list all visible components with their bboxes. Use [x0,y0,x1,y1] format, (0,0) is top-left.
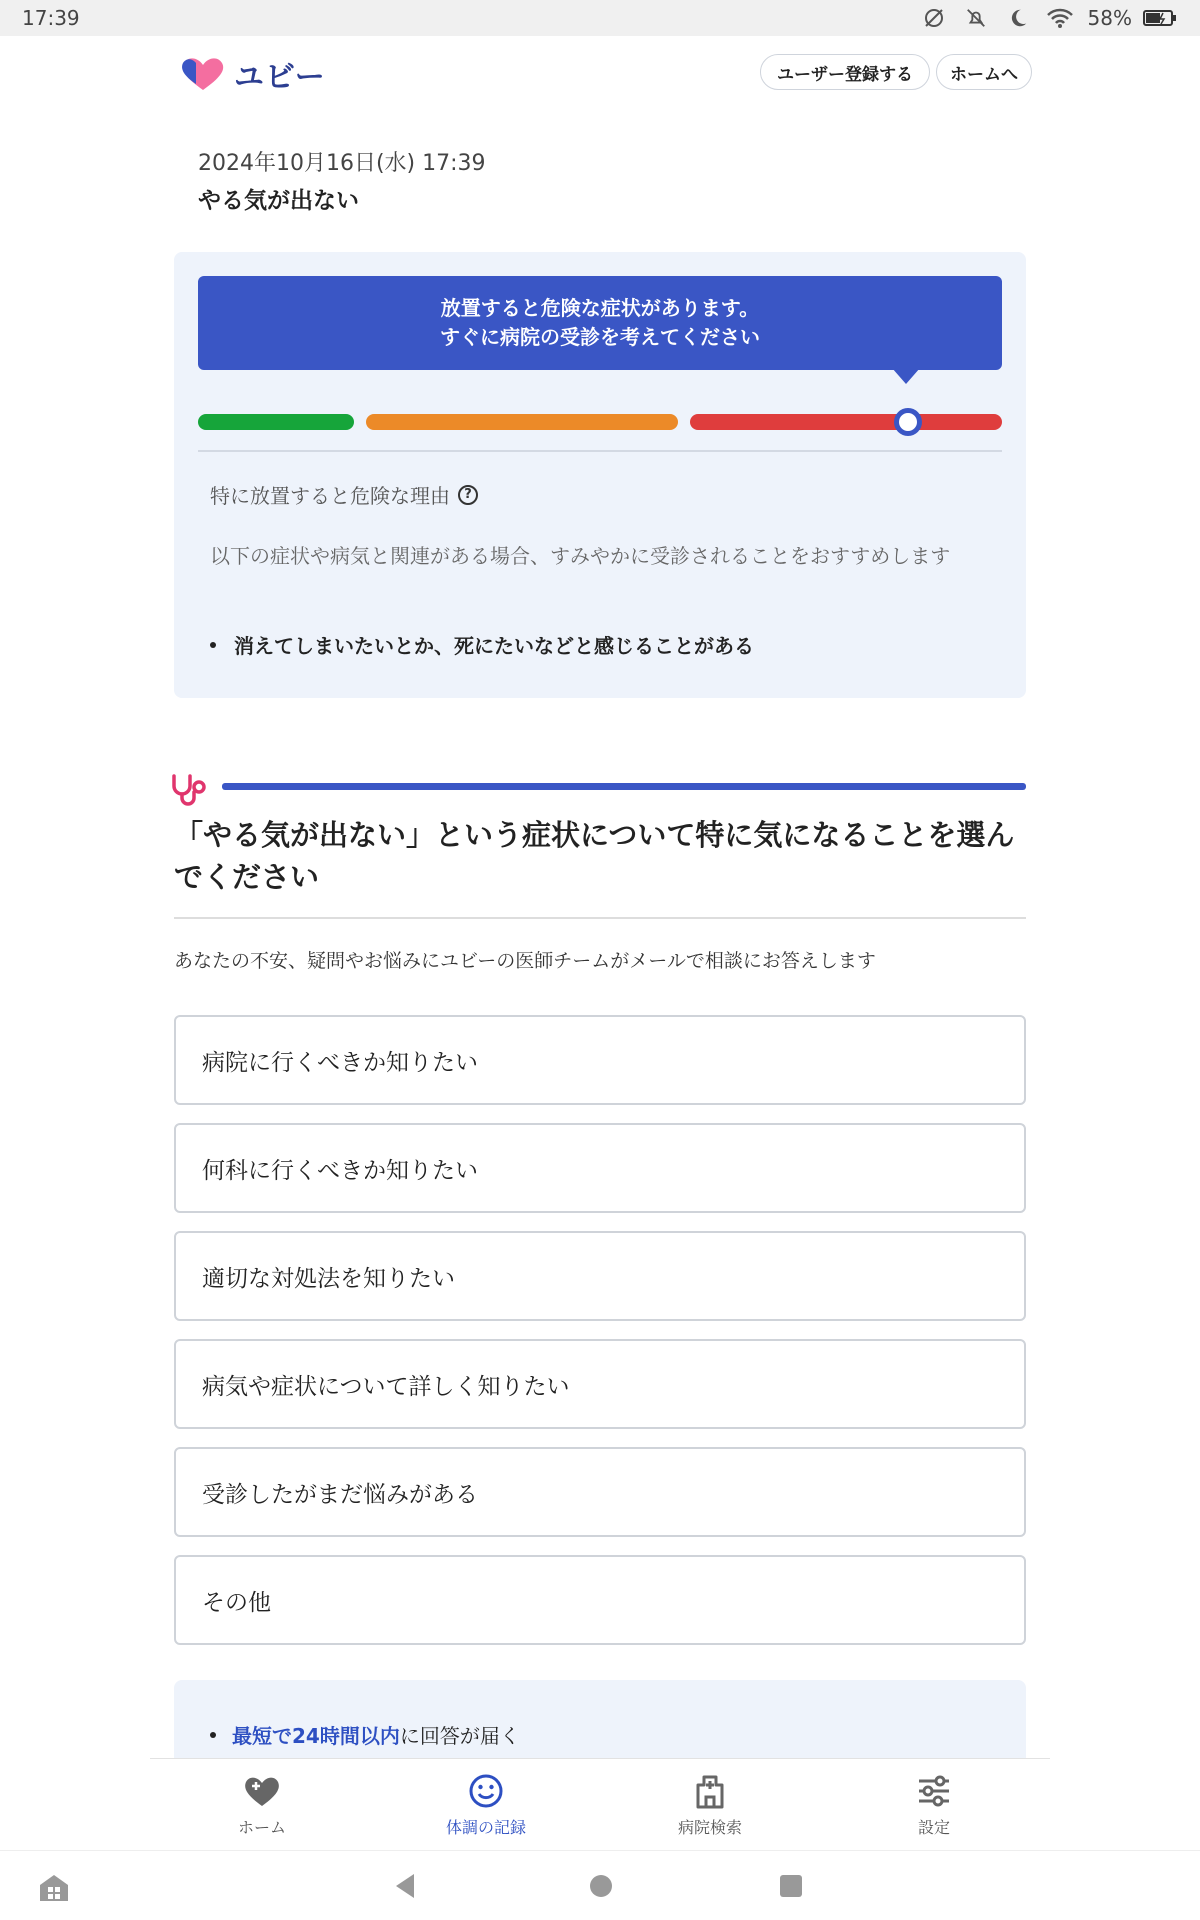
option-still-worried[interactable]: 受診したがまだ悩みがある [174,1447,1026,1537]
info-line-1 [210,1720,520,1749]
bullet-icon [210,1732,216,1738]
nav-settings[interactable] [854,1771,1014,1838]
urgency-card [174,252,1026,698]
level-marker [894,408,922,436]
option-learn-disease[interactable]: 病気や症状について詳しく知りたい [174,1339,1026,1429]
battery-percent: 58% [1087,6,1132,30]
status-time: 17:39 [22,6,80,30]
recents-icon[interactable] [778,1871,804,1901]
mute-icon [962,4,990,32]
danger-reason-description: 以下の症状や病気と関連がある場合、すみやかに受診されることをおすすめします [210,544,951,568]
app-header [0,36,1200,106]
stethoscope-icon [170,772,210,808]
option-which-department[interactable]: 何科に行くべきか知りたい [174,1123,1026,1213]
moon-icon [1004,4,1032,32]
app-drawer-icon[interactable] [36,1871,72,1905]
info-text-1: に回答が届く [399,1724,520,1748]
urgency-line-1: 放置すると危険な症状があります。 [440,296,760,320]
question-subtitle: あなたの不安、疑問やお悩みにユビーの医師チームがメールで相談にお答えします [174,950,876,972]
nav-settings-label: 設定 [917,1818,950,1837]
user-register-button[interactable]: ユーザー登録する [760,54,930,90]
urgency-line-2: すぐに病院の受診を考えてください [440,325,760,349]
card-divider [198,450,1002,452]
urgency-banner [198,276,1002,370]
nav-hospital-search[interactable] [630,1771,790,1838]
level-bar-low [198,414,354,430]
system-navigation-bar [0,1850,1200,1920]
status-icons [920,4,1174,32]
banner-pointer [892,368,920,384]
nav-hospital-search-label: 病院検索 [677,1818,742,1837]
hospital-icon [692,1773,728,1809]
option-should-visit-hospital[interactable]: 病院に行くべきか知りたい [174,1015,1026,1105]
record-symptom-title: やる気が出ない [198,188,359,214]
battery-icon [1146,4,1174,32]
wifi-icon [1046,4,1074,32]
logo-text: ユビー [234,60,326,95]
data-saver-icon [920,4,948,32]
help-icon[interactable]: ? [458,485,478,505]
danger-reason-heading [210,480,478,509]
record-datetime: 2024年10月16日(水) 17:39 [198,151,486,176]
info-highlight-1: 最短で24時間以内 [232,1724,400,1748]
home-button[interactable]: ホームへ [936,54,1032,90]
ubie-logo[interactable] [178,52,326,96]
smiley-icon [468,1773,504,1809]
danger-reason-item [210,630,754,659]
option-other[interactable]: その他 [174,1555,1026,1645]
section-divider [174,917,1026,919]
level-bar-mid [366,414,678,430]
nav-home[interactable] [182,1771,342,1838]
back-icon[interactable] [392,1871,418,1901]
status-bar [0,0,1200,36]
heart-logo-icon [178,54,228,94]
nav-home-label: ホーム [237,1818,286,1837]
danger-reason-title: 特に放置すると危険な理由 [210,484,450,508]
home-circle-icon[interactable] [588,1871,614,1901]
nav-health-record[interactable] [406,1771,566,1838]
sliders-icon [916,1773,952,1809]
consultation-info-card [174,1680,1026,1760]
bullet-icon [210,642,216,648]
question-title: 「やる気が出ない」という症状について特に気になることを選んでください [174,818,1015,894]
danger-reason-text: 消えてしまいたいとか、死にたいなどと感じることがある [234,634,754,658]
bottom-navigation [150,1758,1050,1850]
heart-home-icon [242,1774,282,1808]
nav-health-record-label: 体調の記録 [445,1818,526,1837]
section-rule [222,783,1026,790]
level-bar-high [690,414,1002,430]
option-proper-remedy[interactable]: 適切な対処法を知りたい [174,1231,1026,1321]
